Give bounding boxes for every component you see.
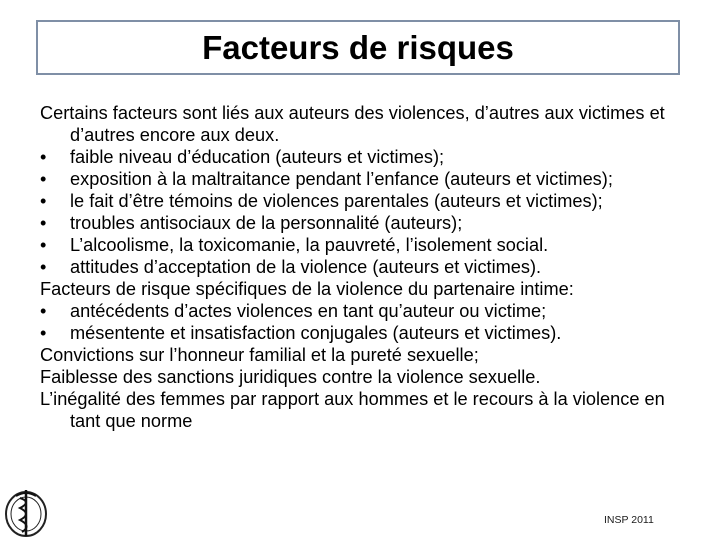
bullet-icon: • [40,301,47,321]
general-bullet-list [40,146,690,278]
bullet-icon: • [40,213,47,233]
bullet-icon: • [40,147,47,167]
page-title: Facteurs de risques [202,28,514,66]
list-item: • le fait d’être témoins de violences parentales (auteurs et victimes); [40,191,603,211]
bullet-icon: • [40,323,47,343]
list-item: • faible niveau d’éducation (auteurs et victimes); [40,147,445,167]
title-box [36,20,680,75]
honneur-line: Convictions sur l’honneur familial et la pureté sexuelle; [40,345,479,365]
bullet-icon: • [40,169,47,189]
content-body [40,102,690,432]
inegalite-line: L’inégalité des femmes par rapport aux hommes et le recours à la violence en tant que norme [40,389,665,431]
partner-heading: Facteurs de risque spécifiques de la violence du partenaire intime: [40,279,574,299]
caduceus-emblem-icon [2,482,50,540]
list-item: • L’alcoolisme, la toxicomanie, la pauvreté, l’isolement social. [40,235,549,255]
list-item: • antécédents d’actes violences en tant qu’auteur ou victime; [40,301,547,321]
intro-paragraph: Certains facteurs sont liés aux auteurs des violences, d’autres aux victimes et d’autres encore aux deux. [40,103,665,145]
list-item: • attitudes d’acceptation de la violence (auteurs et victimes). [40,257,542,277]
list-item: • mésentente et insatisfaction conjugales (auteurs et victimes). [40,323,562,343]
list-item: • exposition à la maltraitance pendant l’enfance (auteurs et victimes); [40,169,613,189]
partner-bullet-list [40,300,690,344]
bullet-icon: • [40,235,47,255]
footer-credit: INSP 2011 [604,514,654,526]
list-item: • troubles antisociaux de la personnalité (auteurs); [40,213,463,233]
bullet-icon: • [40,257,47,277]
bullet-icon: • [40,191,47,211]
sanctions-line: Faiblesse des sanctions juridiques contre la violence sexuelle. [40,367,541,387]
